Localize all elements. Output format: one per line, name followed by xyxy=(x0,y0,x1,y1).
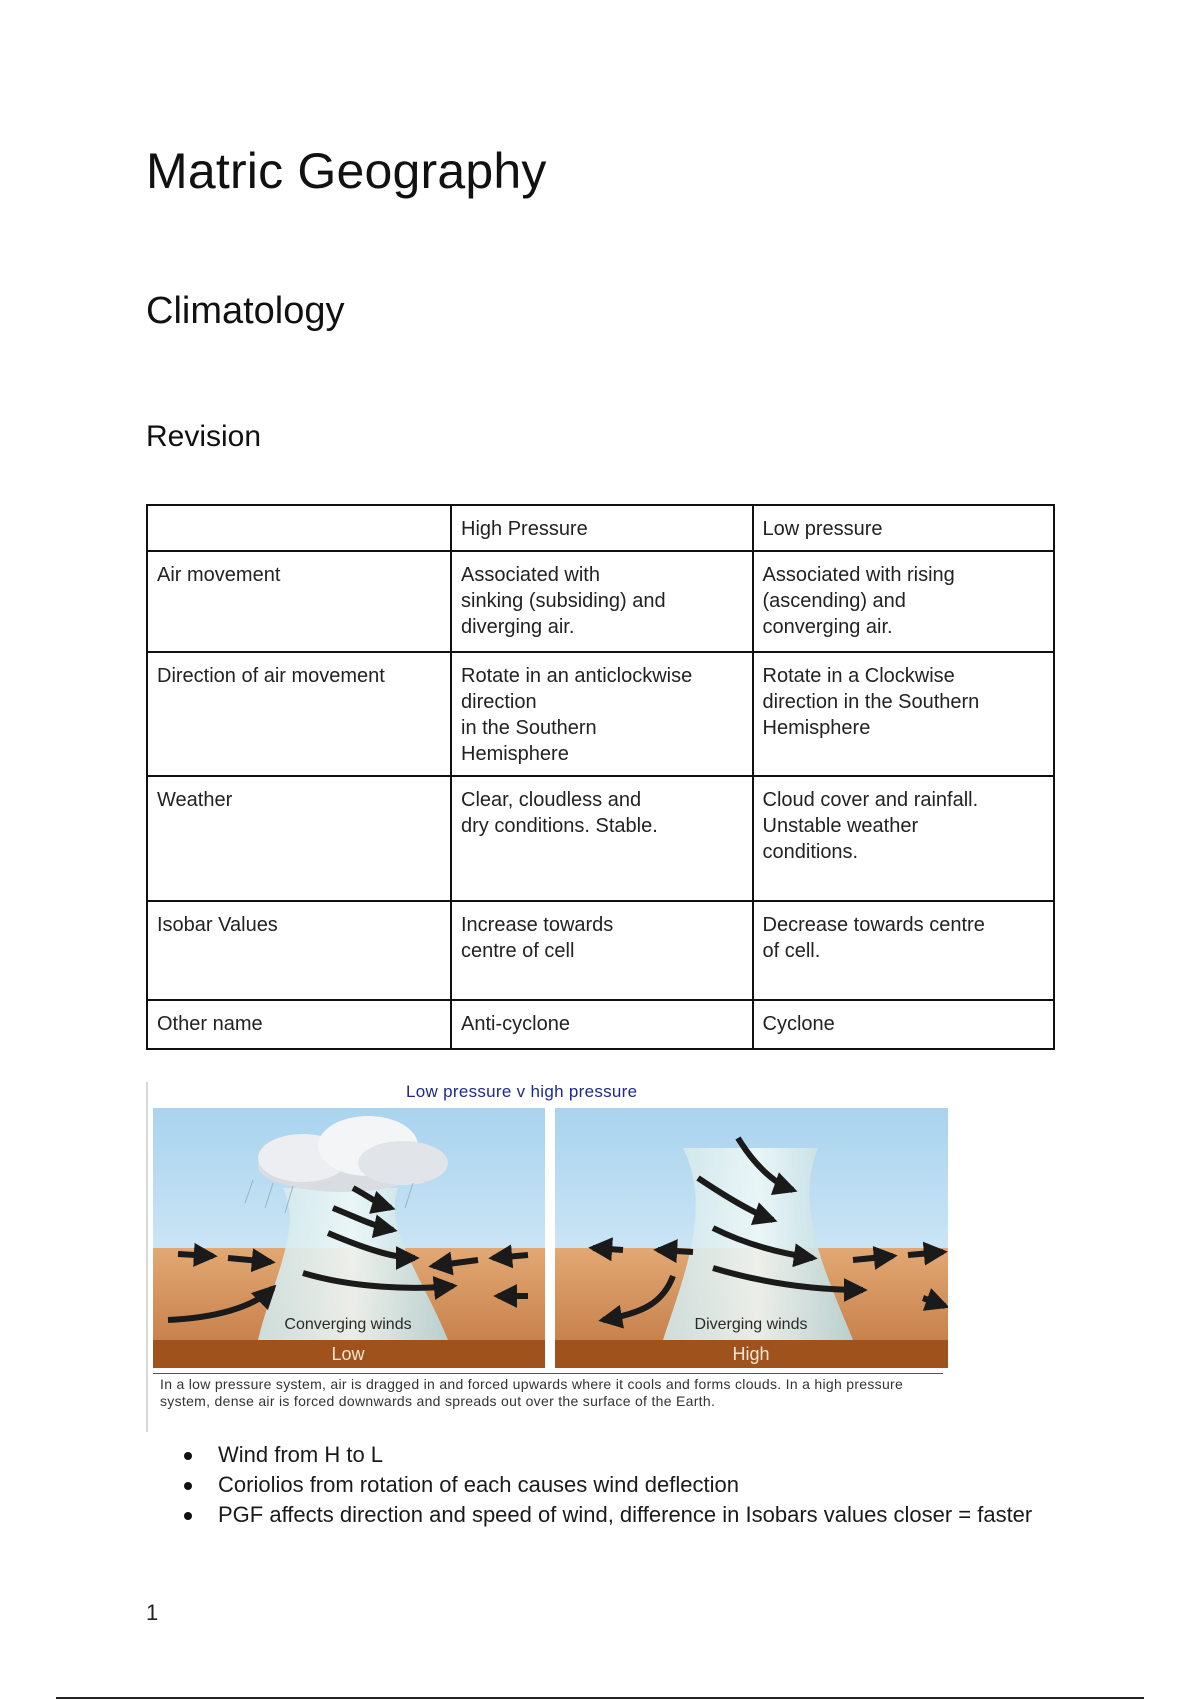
notes-list xyxy=(180,1440,1032,1530)
converging-winds-label: Converging winds xyxy=(284,1316,412,1333)
diagram-title: Low pressure v high pressure xyxy=(406,1082,638,1101)
section-heading: Climatology xyxy=(146,290,345,332)
table-row xyxy=(147,551,1054,652)
cell-high-weather: Clear, cloudless and dry conditions. Stable. xyxy=(451,776,753,901)
pressure-illustration xyxy=(153,1108,948,1368)
list-item: Coriolios from rotation of each causes wind deflection xyxy=(180,1470,1032,1500)
cell-low-direction: Rotate in a Clockwise direction in the Southern Hemisphere xyxy=(753,652,1055,776)
table-row xyxy=(147,1000,1054,1049)
header-cell-high-pressure: High Pressure xyxy=(451,505,753,551)
row-label-weather: Weather xyxy=(147,776,451,901)
row-label-other-name: Other name xyxy=(147,1000,451,1049)
row-label-air-movement: Air movement xyxy=(147,551,451,652)
diagram-caption: In a low pressure system, air is dragged in and forced upwards where it cools and forms clouds. In a high pressure system, dense air is forced downwards and spreads out over the surface of the Earth. xyxy=(160,1376,904,1409)
table-header-row xyxy=(147,505,1054,551)
list-item: Wind from H to L xyxy=(180,1440,1032,1470)
cell-high-direction: Rotate in an anticlockwise direction in the Southern Hemisphere xyxy=(451,652,753,776)
cell-low-weather: Cloud cover and rainfall. Unstable weather conditions. xyxy=(753,776,1055,901)
cell-low-isobar: Decrease towards centre of cell. xyxy=(753,901,1055,1000)
cell-high-isobar: Increase towards centre of cell xyxy=(451,901,753,1000)
cell-high-other-name: Anti-cyclone xyxy=(451,1000,753,1049)
row-label-direction: Direction of air movement xyxy=(147,652,451,776)
row-label-isobar: Isobar Values xyxy=(147,901,451,1000)
revision-table xyxy=(146,504,1055,1050)
document-title: Matric Geography xyxy=(146,143,547,199)
cell-low-other-name: Cyclone xyxy=(753,1000,1055,1049)
pressure-diagram xyxy=(146,1082,948,1432)
subsection-heading: Revision xyxy=(146,420,262,453)
cell-low-air-movement: Associated with rising (ascending) and converging air. xyxy=(753,551,1055,652)
diverging-winds-label: Diverging winds xyxy=(694,1316,808,1333)
header-cell-empty xyxy=(147,505,451,551)
low-base-label: Low xyxy=(331,1344,365,1364)
caption-divider xyxy=(153,1373,943,1374)
page-number: 1 xyxy=(146,1600,159,1625)
table-row xyxy=(147,901,1054,1000)
table-row xyxy=(147,776,1054,901)
cell-high-air-movement: Associated with sinking (subsiding) and diverging air. xyxy=(451,551,753,652)
list-item: PGF affects direction and speed of wind, difference in Isobars values closer = faster xyxy=(180,1500,1032,1530)
page-bottom-divider xyxy=(56,1697,1144,1699)
header-cell-low-pressure: Low pressure xyxy=(753,505,1055,551)
high-base-label: High xyxy=(732,1344,770,1364)
table-row xyxy=(147,652,1054,776)
